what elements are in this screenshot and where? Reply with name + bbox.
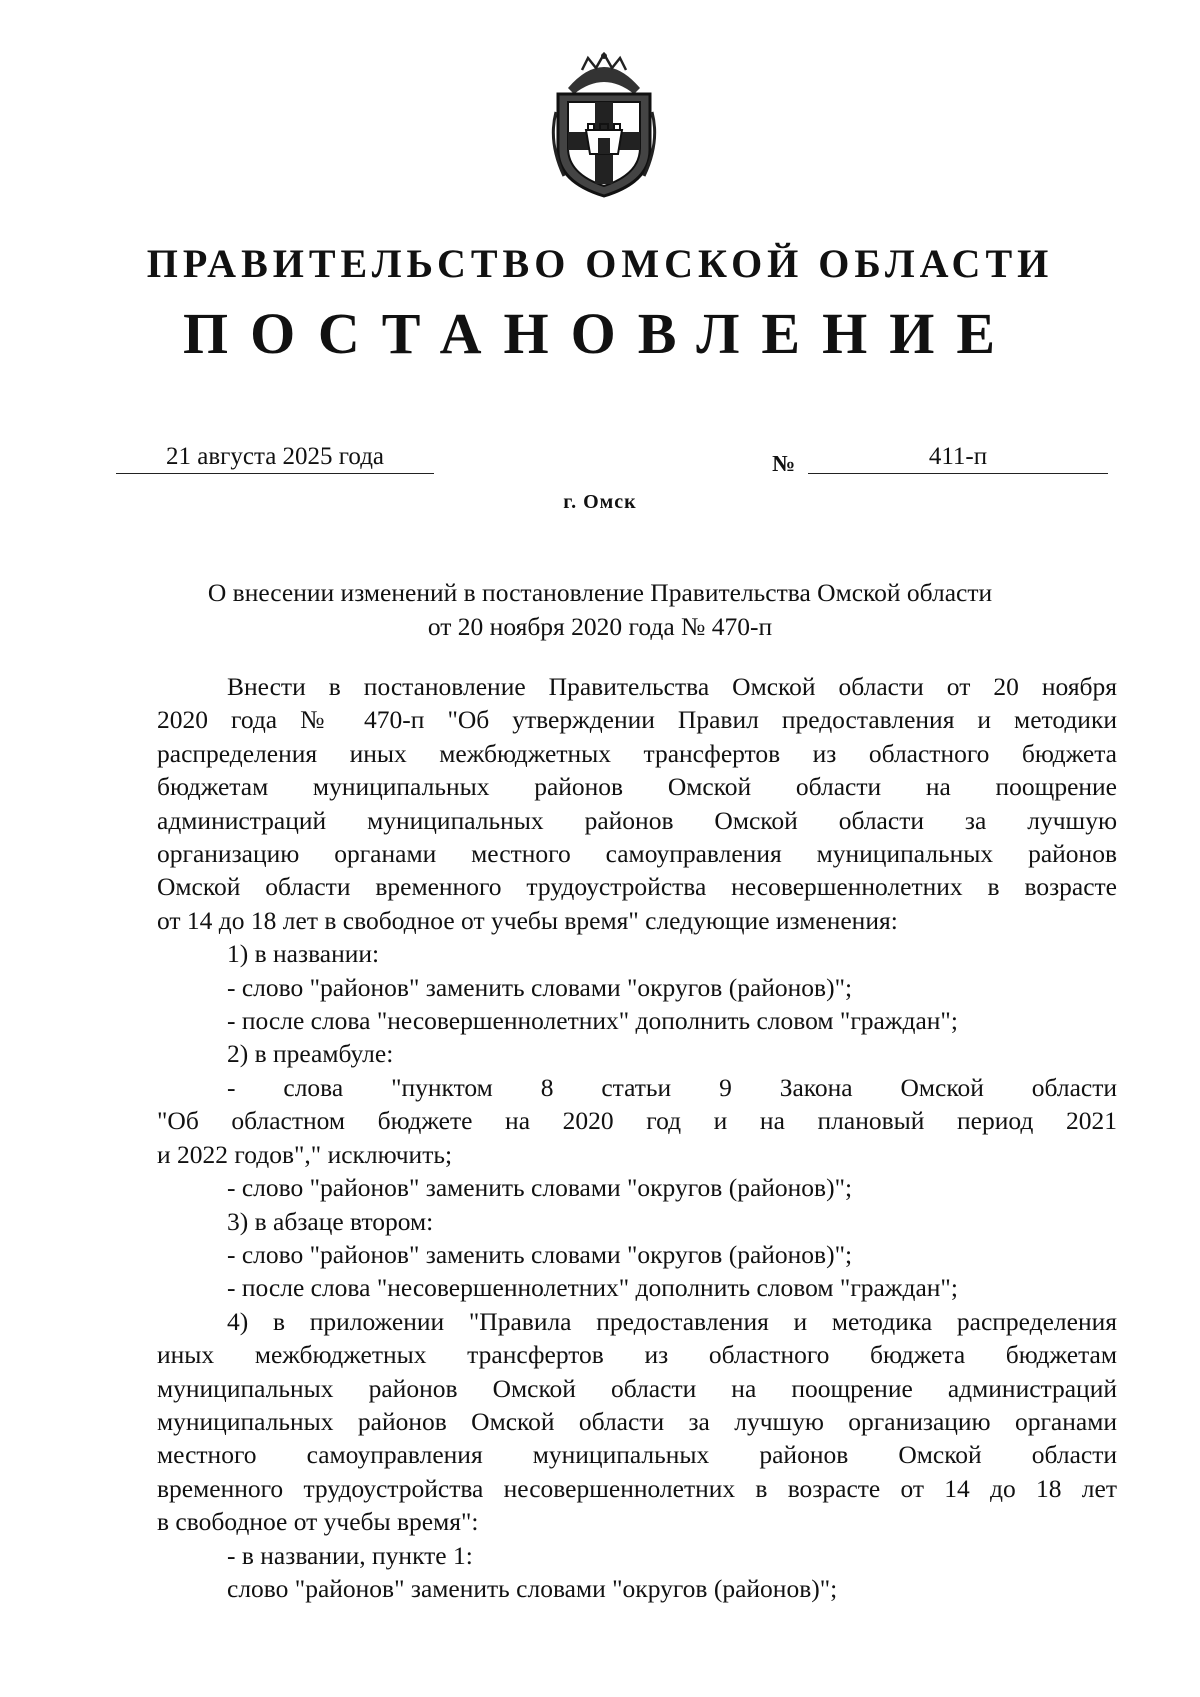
list-item-1a: - слово "районов" заменить словами "округов (районов)";	[227, 972, 853, 1002]
subject-line-1: О внесении изменений в постановление Правительства Омской области	[207, 578, 993, 607]
document-body	[157, 670, 1117, 1605]
body-line: организацию органами местного самоуправления муниципальных районов	[157, 839, 1117, 869]
body-line: 4) в приложении "Правила предоставления и методика распределения	[227, 1306, 1117, 1336]
document-number: 411-п	[808, 441, 1108, 474]
document-type-title: ПОСТАНОВЛЕНИЕ	[182, 301, 1018, 366]
body-line: и 2022 годов"," исключить;	[157, 1139, 453, 1169]
body-line: муниципальных районов Омской области за лучшую организацию органами	[157, 1406, 1117, 1436]
body-line: администраций муниципальных районов Омской области за лучшую	[157, 805, 1117, 835]
body-line: "Об областном бюджете на 2020 год и на плановый период 2021	[157, 1106, 1117, 1136]
body-line: распределения иных межбюджетных трансфертов из областного бюджета	[157, 738, 1117, 768]
document-city: г. Омск	[563, 491, 637, 513]
list-item-4a1: слово "районов" заменить словами "округов (районов)";	[227, 1573, 838, 1603]
number-label: №	[772, 451, 796, 476]
body-line: Внести в постановление Правительства Омской области от 20 ноября	[227, 672, 1117, 701]
body-line: Омской области временного трудоустройства несовершеннолетних в возрасте	[157, 872, 1117, 902]
list-item-4a: - в названии, пункте 1:	[227, 1540, 473, 1570]
list-item-1: 1) в названии:	[227, 939, 380, 969]
government-title: ПРАВИТЕЛЬСТВО ОМСКОЙ ОБЛАСТИ	[146, 241, 1054, 286]
body-line: временного трудоустройства несовершеннолетних в возрасте от 14 до 18 лет	[157, 1473, 1117, 1503]
list-item-1b: - после слова "несовершеннолетних" дополнить словом "граждан";	[227, 1006, 958, 1036]
body-line: бюджетам муниципальных районов Омской области на поощрение	[157, 772, 1117, 802]
document-date: 21 августа 2025 года	[116, 441, 434, 474]
body-line: муниципальных районов Омской области на поощрение администраций	[157, 1373, 1117, 1403]
list-item-3b: - после слова "несовершеннолетних" дополнить словом "граждан";	[227, 1273, 958, 1303]
body-line: - слова "пунктом 8 статьи 9 Закона Омской области	[227, 1072, 1117, 1102]
body-line: в свободное от учебы время":	[157, 1507, 479, 1537]
body-line: местного самоуправления муниципальных районов Омской области	[157, 1440, 1117, 1470]
document-subject	[160, 576, 1040, 644]
list-item-3: 3) в абзаце втором:	[227, 1206, 434, 1236]
body-line: 2020 года № 470-п "Об утверждении Правил предоставления и методики	[157, 705, 1117, 735]
list-item-2b: - слово "районов" заменить словами "округов (районов)";	[227, 1173, 853, 1203]
list-item-2: 2) в преамбуле:	[227, 1039, 394, 1069]
body-line: иных межбюджетных трансфертов из областного бюджета бюджетам	[157, 1340, 1117, 1370]
body-line: от 14 до 18 лет в свободное от учебы время" следующие изменения:	[157, 905, 898, 935]
coat-of-arms-emblem	[548, 52, 660, 198]
subject-line-2: от 20 ноября 2020 года № 470-п	[427, 612, 773, 641]
list-item-3a: - слово "районов" заменить словами "округов (районов)";	[227, 1239, 853, 1269]
